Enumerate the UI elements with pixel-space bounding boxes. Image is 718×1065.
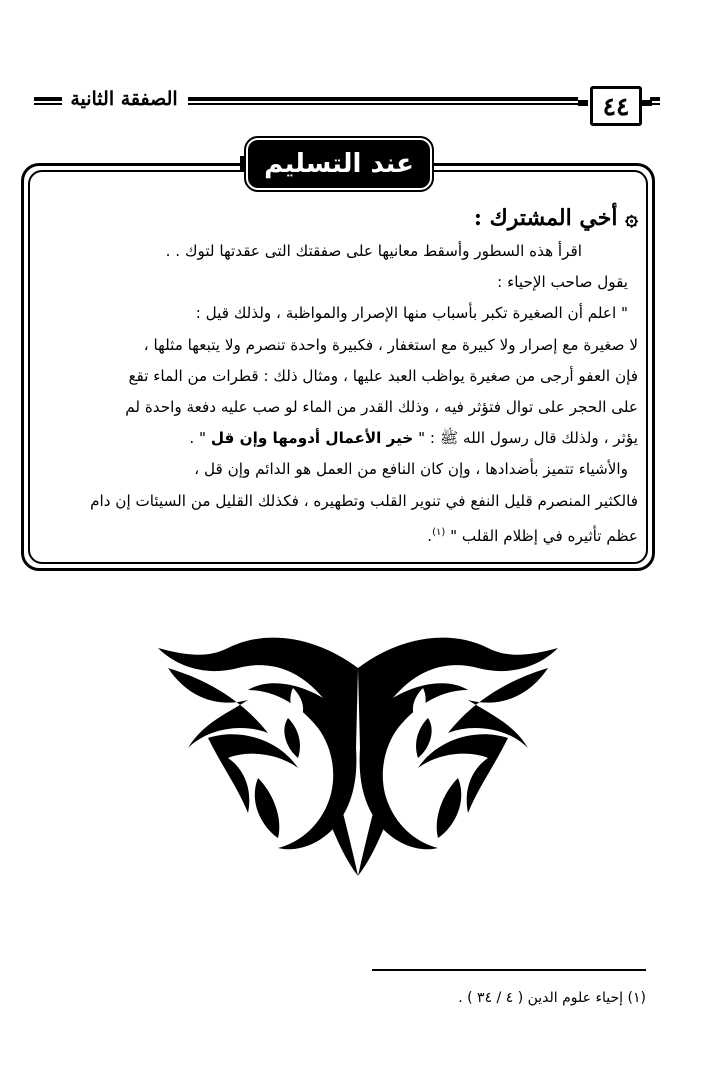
footnote-reference: (١) [432, 526, 446, 538]
book-title: الصفقة الثانية [70, 88, 178, 110]
greeting: أخي المشترك : [473, 205, 618, 231]
header-rule-left [34, 97, 62, 101]
footnote-separator [372, 969, 646, 971]
hadith-lead: يؤثر ، ولذلك قال رسول الله ﷺ : " [418, 429, 638, 448]
paragraph-line-10 [36, 517, 638, 552]
end-mark: . [427, 526, 433, 545]
paragraph-line-6: على الحجر على توال فتؤثر فيه ، وذلك القدر من الماء لو صب عليه دفعة واحدة لم [125, 398, 638, 417]
footnote: (١) إحياء علوم الدين ( ٤ / ٣٤ ) . [458, 990, 646, 1006]
body-text [36, 200, 638, 552]
section-title: عند التسليم [246, 138, 432, 190]
paragraph-line-4: لا صغيرة مع إصرار ولا كبيرة مع استغفار ، فكبيرة واحدة تنصرم ولا يتبعها مثلها ، [143, 335, 638, 354]
page-number: ٤٤ [590, 86, 642, 126]
ornament-bullet-icon: ۞ [617, 205, 638, 231]
hadith-tail: " . [189, 429, 207, 448]
hadith-line [36, 423, 638, 454]
hadith-quote: خير الأعمال أدومها وإن قل [210, 429, 414, 448]
paragraph-line-1: اقرأ هذه السطور وأسقط معانيها على صفقتك التى عقدتها لتوك . . [165, 242, 582, 260]
title-connector-left [240, 156, 244, 170]
paragraph-line-9: فالكثير المنصرم قليل النفع في تنوير القلب وتطهيره ، فكذلك القليل من السيئات إن دام [90, 491, 638, 510]
paragraph-line-8: والأشياء تتميز بأضدادها ، وإن كان النافع من العمل هو الدائم وإن قل ، [194, 460, 628, 479]
decorative-ornament-icon [148, 628, 568, 878]
paragraph-line-10-text: عظم تأثيره في إظلام القلب " [450, 526, 638, 545]
greeting-line [36, 200, 638, 236]
header-rule-middle [188, 97, 578, 101]
paragraph-line-3: " اعلم أن الصغيرة تكبر بأسباب منها الإصرار والمواظبة ، ولذلك قيل : [195, 304, 628, 323]
paragraph-line-5: فإن العفو أرجى من صغيرة يواظب العبد عليها ، ومثال ذلك : قطرات من الماء تقع [128, 366, 638, 385]
paragraph-line-2: يقول صاحب الإحياء : [497, 273, 628, 292]
page-number-tab-left [578, 100, 588, 106]
